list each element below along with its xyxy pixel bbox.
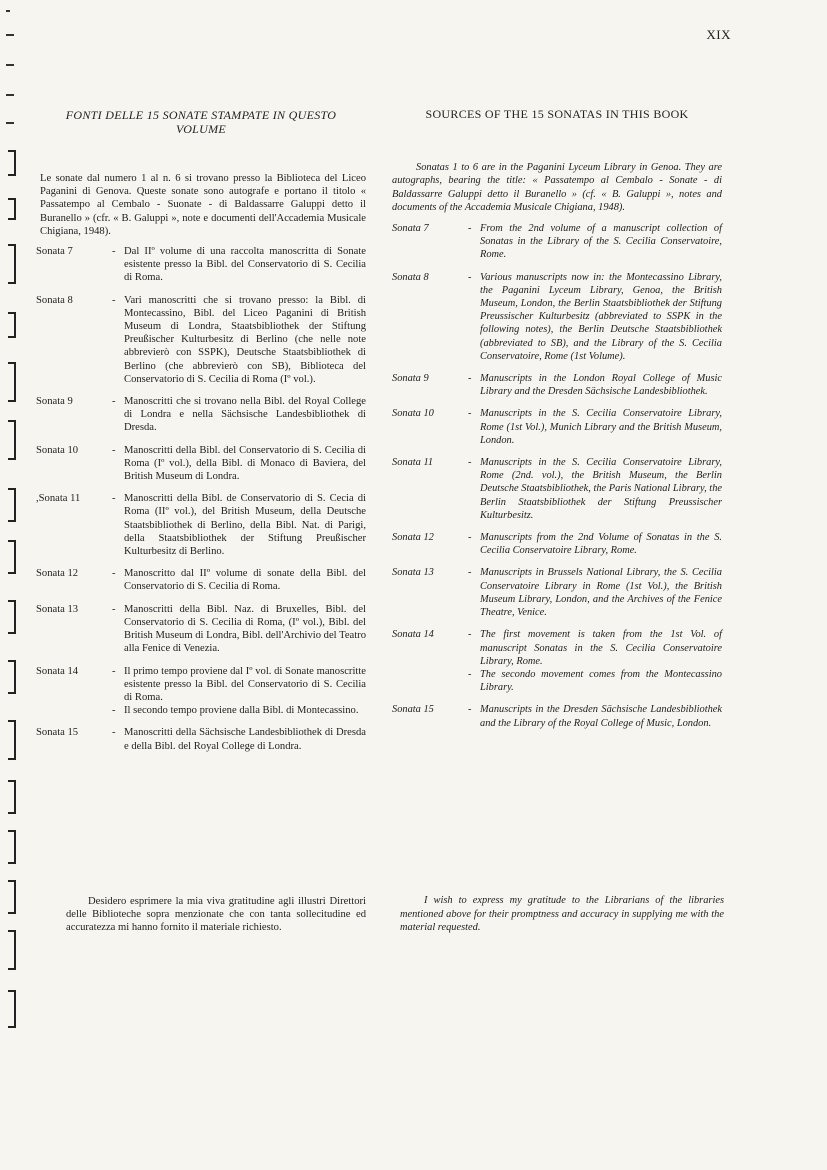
english-heading: SOURCES OF THE 15 SONATAS IN THIS BOOK [425,107,689,121]
sonata-entry [392,566,722,619]
source-line [112,603,366,656]
sonata-label: Sonata 8 [36,294,73,306]
dash-marker: - [468,271,472,283]
source-text: Il secondo tempo proviene dalla Bibl. di Montecassino. [124,705,359,717]
sonata-label: Sonata 9 [36,396,73,408]
source-line [468,407,722,447]
sonata-entry [392,531,722,557]
italian-entries [36,245,366,753]
dash-marker: - [468,408,472,420]
source-line [112,395,366,435]
source-line [112,567,366,593]
source-text: Manoscritti della Bibl. del Conservatorio di S. Cecilia di Roma (Iº vol.), della Bibl. di Monaco di Baviera, del British Museum di Londra. [124,444,366,483]
sonata-label: Sonata 10 [392,408,434,420]
sonata-label: Sonata 12 [392,532,434,544]
dash-marker: - [112,294,116,306]
sonata-sources [112,665,366,718]
source-line [112,665,366,705]
source-line [468,456,722,522]
sonata-label: Sonata 11 [392,457,434,469]
dash-marker: - [468,668,472,680]
source-text: Manoscritto dal IIº volume di sonate della Bibl. del Conservatorio di S. Cecilia di Roma. [124,568,366,593]
sonata-sources [112,603,366,656]
sonata-sources [112,444,366,484]
sonata-label: Sonata 8 [392,271,429,283]
sonata-label: Sonata 10 [36,444,79,456]
source-line [112,726,366,752]
dash-marker: - [468,704,472,716]
sonata-sources [468,222,722,262]
source-text: Manoscritti della Bibl. de Conservatorio di S. Cecia di Roma (IIº vol.), del British Museum, della Deutsche Staatsbibliothek di Berlino, della Bibl. Nat. di Parigi, della Staatsbibliothek der Stiftung Preußischer Kulturbesitz di Berlino. [124,493,366,558]
source-line [468,271,722,363]
sonata-entry [392,407,722,447]
source-text: Manuscripts in Brussels National Library, the S. Cecilia Conservatoire Library in Rome (1st Vol.), the British Museum Library, London, and the Archives of the Fenice Theatre, Venice. [480,567,722,619]
source-text: Manuscripts in the London Royal College of Music Library and the Dresden Sächsische Landesbibliothek. [480,373,722,398]
source-text: The first movement is taken from the 1st Vol. of manuscript Sonatas in the S. Cecilia Conservatoire Library, Rome. [480,629,722,667]
source-text: Vari manoscritti che si trovano presso: la Bibl. di Montecassino, Bibl. del Liceo Paganini di British Museum di Londra, Staatsbibliothek der Stiftung Preußischer Kulturbesitz di Berlino (che nelle note abbrevierò con SSPK), Deutsche Staatsbibliothek di Berlino (che abbrevierò con SB), Biblioteca del Conservatorio di S. Cecilia di Roma (Iº vol.). [124,294,366,385]
sonata-sources [468,566,722,619]
dash-marker: - [112,665,116,677]
sonata-entry [392,222,722,262]
sonata-entry [392,271,722,363]
source-line [468,531,722,557]
source-text: From the 2nd volume of a manuscript collection of Sonatas in the Library of the S. Cecilia Conservatoire, Rome. [480,223,722,261]
source-text: Manoscritti della Bibl. Naz. di Bruxelles, Bibl. del Conservatorio di S. Cecilia di Roma, (Iº vol.), Bibl. del British Museum di Londra, Bibl. dell'Archivio del Teatro alla Fenice di Venezia. [124,603,366,655]
sonata-entry [36,603,366,656]
sonata-sources [112,726,366,752]
dash-marker: - [112,493,116,505]
source-line [468,372,722,398]
source-text: Manuscripts from the 2nd Volume of Sonatas in the S. Cecilia Conservatoire Library, Rome. [480,532,722,557]
sonata-sources [112,492,366,558]
sonata-sources [468,372,722,398]
sonata-label: Sonata 14 [392,629,434,641]
dash-marker: - [112,396,116,408]
sonata-label: Sonata 15 [36,727,79,739]
dash-marker: - [468,373,472,385]
sonata-entry [36,492,366,558]
sonata-sources [468,407,722,447]
sonata-label: Sonata 13 [36,603,79,615]
sonata-sources [112,567,366,593]
sonata-sources [112,395,366,435]
sonata-entry [392,628,722,694]
sonata-sources [468,628,722,694]
dash-marker: - [468,223,472,235]
sonata-label: Sonata 7 [36,246,73,258]
source-line [468,222,722,262]
sonata-label: Sonata 9 [392,373,429,385]
sonata-label: ,Sonata 11 [36,493,81,505]
dash-marker: - [112,727,116,739]
dash-marker: - [468,532,472,544]
sonata-label: Sonata 14 [36,665,79,677]
source-line [112,704,366,717]
sonata-entry [392,703,722,729]
italian-column [36,108,366,762]
sonata-entry [36,294,366,386]
sonata-entry [36,245,366,285]
sonata-sources [112,294,366,386]
dash-marker: - [112,246,116,258]
sonata-entry [36,395,366,435]
dash-marker: - [468,457,472,469]
sonata-label: Sonata 7 [392,223,429,235]
sonata-label: Sonata 15 [392,704,434,716]
source-text: Manuscripts in the S. Cecilia Conservatoire Library, Rome (2nd. vol.), the British Museum, the Berlin Deutsche Staatsbibliothek, the Paris National Library, the Berlin Staatsbibliothek der Stiftung Preussischer Kulturbesitz. [480,457,722,521]
source-text: Various manuscripts now in: the Montecassino Library, the Paganini Lyceum Library, Genoa, the British Museum, London, the Berlin Staatsbibliothek der Stiftung Preussischer Kulturbesitz (abbreviated to SSPK in the following notes), the Berlin Deutsche Staatsbibliothek (abbreviated to SB), and the Library of the S. Cecilia Conservatoire, Rome (1st Volume). [480,271,722,362]
dash-marker: - [112,603,116,615]
dash-marker: - [112,705,116,717]
dash-marker: - [112,444,116,456]
dash-marker: - [468,629,472,641]
source-text: Dal IIº volume di una raccolta manoscritta di Sonate esistente presso la Bibl. del Conservatorio di S. Cecilia di Roma. [124,246,366,284]
sonata-entry [36,665,366,718]
source-line [468,628,722,668]
source-line [468,668,722,694]
source-line [112,444,366,484]
dash-marker: - [112,568,116,580]
source-text: Il primo tempo proviene dal Iº vol. di Sonate manoscritte esistente presso la Bibl. del Conservatorio di S. Cecilia di Roma. [124,665,366,703]
sonata-label: Sonata 12 [36,568,79,580]
source-line [112,245,366,285]
dash-marker: - [468,567,472,579]
sonata-sources [468,531,722,557]
source-text: Manoscritti della Sächsische Landesbibliothek di Dresda e della Bibl. del Royal College di Londra. [124,727,366,752]
source-line [112,492,366,558]
english-intro: Sonatas 1 to 6 are in the Paganini Lyceum Library in Genoa. They are autographs, bearing the title: « Passatempo al Cembalo - Sonate - di Baldassarre Galuppi detto il Buranello » (cf. « B. Galuppi », notes and documents of the Accademia Musicale Chigiana, 1948). [392,162,722,213]
sonata-sources [112,245,366,285]
sonata-sources [468,703,722,729]
english-column [392,108,722,739]
sonata-sources [468,271,722,363]
sonata-entry [392,456,722,522]
source-text: Manoscritti che si trovano nella Bibl. del Royal College di Londra e nella Sächsische Landesbibliothek di Dresda. [124,396,366,434]
sonata-sources [468,456,722,522]
sonata-entry [36,567,366,593]
source-line [468,703,722,729]
sonata-label: Sonata 13 [392,567,434,579]
source-text: The secondo movement comes from the Montecassino Library. [480,668,722,694]
source-line [468,566,722,619]
italian-heading: FONTI DELLE 15 SONATE STAMPATE IN QUESTO VOLUME [65,108,337,136]
source-text: Manuscripts in the Dresden Sächsische Landesbibliothek and the Library of the Royal College of Music, London. [480,704,722,729]
source-line [112,294,366,386]
source-text: Manuscripts in the S. Cecilia Conservatoire Library, Rome (1st Vol.), Munich Library and the British Museum, London. [480,408,722,446]
page-number: XIX [706,27,731,42]
sonata-entry [36,444,366,484]
sonata-entry [392,372,722,398]
english-entries [392,222,722,730]
italian-acknowledgement: Desidero esprimere la mia viva gratitudine agli illustri Direttori delle Biblioteche sopra menzionate che con tanta sollecitudine ed accuratezza mi hanno fornito il materiale richiesto. [66,895,366,933]
italian-intro: Le sonate dal numero 1 al n. 6 si trovano presso la Biblioteca del Liceo Paganini di Genova. Queste sonate sono autografe e portano il titolo « Passatempo al Cembalo - Suonate - di Baldassarre Galuppi detto il Buranello » (cfr. « B. Galuppi », note e documenti dell'Accademia Musicale Chigiana, 1948). [40,173,366,237]
english-acknowledgement: I wish to express my gratitude to the Librarians of the libraries mentioned above for their promptness and accuracy in supplying me with the material requested. [400,895,724,933]
sonata-entry [36,726,366,752]
binding-margin-marks [0,0,40,1170]
